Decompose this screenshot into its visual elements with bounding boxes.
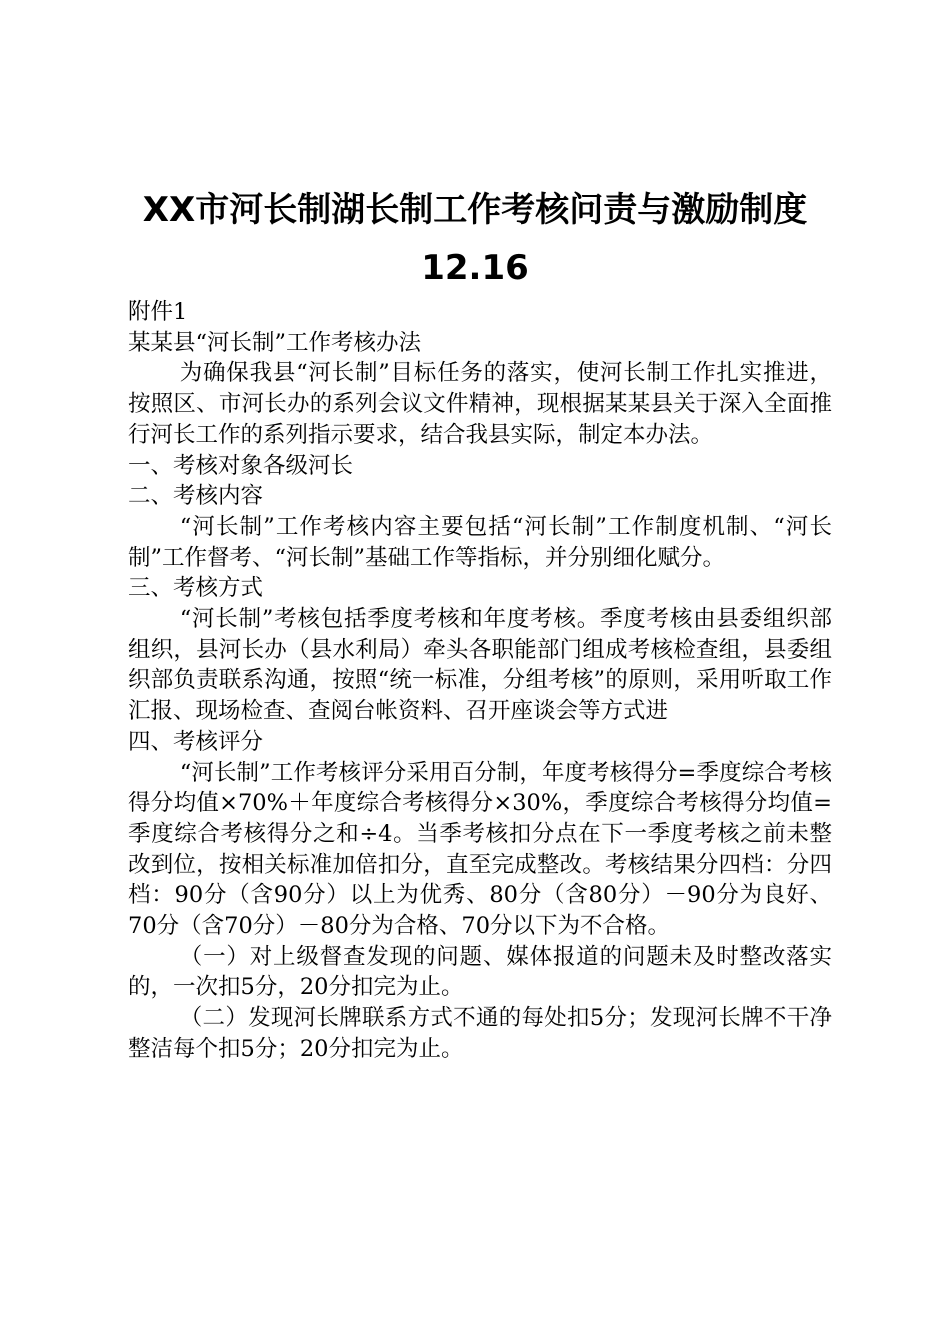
section-body-2: “河长制”工作考核内容主要包括“河长制”工作制度机制、“河长制”工作督考、“河长制”基础工作等指标，并分别细化赋分。: [128, 513, 832, 571]
section-body-4: “河长制”工作考核评分采用百分制，年度考核得分=季度综合考核得分均值×70%＋年度综合考核得分×30%，季度综合考核得分均值=季度综合考核得分之和÷4。当季考核扣分点在下一季度考核之前未整改到位，按相关标准加倍扣分，直至完成整改。考核结果分四档：分四档：90分（含90分）以上为优秀、80分（含80分）－90分为良好、70分（含70分）－80分为合格、70分以下为不合格。: [128, 759, 832, 940]
intro-paragraph: 为确保我县“河长制”目标任务的落实，使河长制工作扎实推进，按照区、市河长办的系列会议文件精神，现根据某某县关于深入全面推行河长工作的系列指示要求，结合我县实际，制定本办法。: [128, 360, 832, 448]
attachment-label: 附件1: [128, 299, 188, 325]
document-title-date: 12.16: [421, 248, 529, 288]
section-heading-3: 三、考核方式: [128, 575, 264, 602]
section-heading-4: 四、考核评分: [128, 728, 264, 755]
document-body: [128, 297, 832, 1065]
section-body-3: “河长制”考核包括季度考核和年度考核。季度考核由县委组织部组织，县河长办（县水利局）牵头各职能部门组成考核检查组，县委组织部负责联系沟通，按照“统一标准，分组考核”的原则，采用听取工作汇报、现场检查、查阅台帐资料、召开座谈会等方式进: [128, 606, 832, 725]
section-heading-2: 二、考核内容: [128, 483, 264, 510]
section-heading-1: 一、考核对象各级河长: [128, 452, 354, 479]
document-subtitle: 某某县“河长制”工作考核办法: [128, 329, 422, 356]
document-title: XX市河长制湖长制工作考核问责与激励制度: [142, 190, 808, 230]
list-item-2: （二）发现河长牌联系方式不通的每处扣5分；发现河长牌不干净整洁每个扣5分；20分扣完为止。: [128, 1005, 832, 1062]
list-item-1: （一）对上级督查发现的问题、媒体报道的问题未及时整改落实的，一次扣5分，20分扣完为止。: [128, 943, 832, 1001]
